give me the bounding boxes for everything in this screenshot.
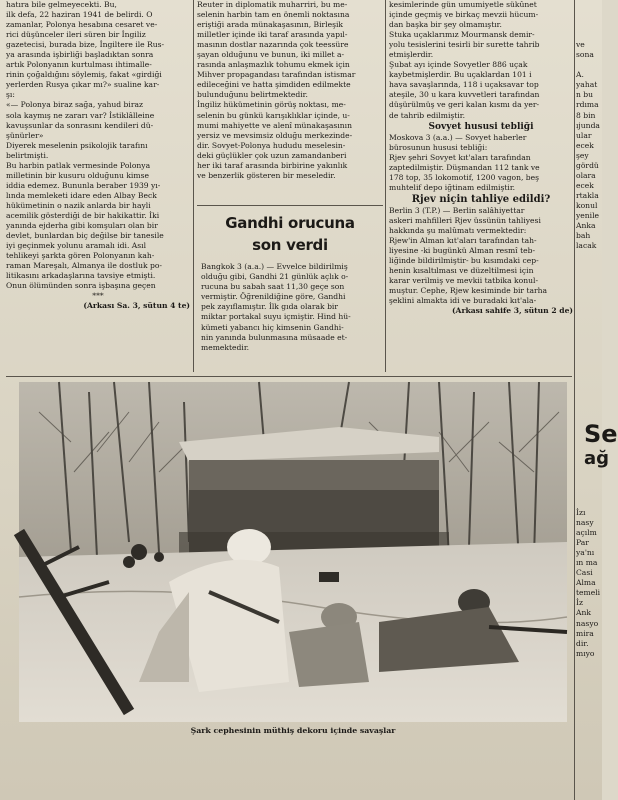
column4.lines-line: n bu (576, 90, 594, 100)
gandhi.lines-line: olduğu gibi, Gandhi 21 günlük açlık o- (201, 272, 349, 282)
column4.lines-line: 8 bin (576, 110, 596, 120)
column4.lines_bottom-line: Alma (576, 578, 596, 588)
column3.rjev_lines-line: liğinde bildirilmiştir- bu kısımdaki cep- (389, 256, 539, 266)
column3.lines_top-line: Şubat ayı içinde Sovyetler 886 uçak (389, 60, 528, 70)
column1.lines-line: iyi geçinmek yolunu aramalı idi. Asıl (6, 241, 147, 251)
column4.lines-line: ecek (576, 180, 594, 190)
column3.lines_top-line: de tahrib edilmiştir. (389, 110, 465, 120)
column3.lines_top-line: etmişlerdir. (389, 50, 434, 60)
column3.sovyet_lines-line: bürosunun hususi tebliği: (389, 142, 488, 152)
photo-top-rule (6, 376, 572, 377)
column4.lines-line: lacak (576, 241, 597, 251)
column2.lines-line: eriştiği arada münakaşasının, Birleşik (197, 20, 344, 30)
gandhi-divider (197, 205, 383, 206)
column4.lines-line (576, 0, 602, 10)
column2.lines-line: İngiliz hükümetinin görüş noktası, me- (197, 100, 346, 110)
column3.sovyet_lines-line: Rjev şehri Sovyet kıt'aları tarafından (389, 152, 531, 162)
column3.lines_top-line: içinde geçmiş ve birkaç mevzii hücum- (389, 10, 539, 20)
column4.lines-line: rdıma (576, 100, 599, 110)
column1.lines-line: Onun ölümünden sonra işbaşına geçen (6, 281, 156, 291)
column2.lines-line: şayan olduğunu ve bunun, iki millet a- (197, 50, 345, 60)
column1.lines-line: tehlikeyi şarkta gören Polonyanın kah- (6, 251, 155, 261)
gandhi.lines-line: Bangkok 3 (a.a.) — Evvelce bildirilmiş (201, 262, 348, 271)
column3.lines_top-line: düşürülmüş ve geri kalan kısmı da yer- (389, 100, 540, 110)
gandhi.lines-line: rucuna bu sabah saat 11,30 geçe son (201, 282, 345, 292)
column4.lines-line: konul (576, 200, 598, 210)
column1.lines-line: yanında ejderha gibi komşuları olan bir (6, 221, 158, 231)
column4.lines_bottom-line: ya'nı (576, 548, 595, 558)
column2.lines-line: yersiz ve mevsimsiz olduğu merkezinde- (197, 130, 353, 140)
column4.lines-line: olara (576, 170, 596, 180)
column1.lines-line: «— Polonya biraz sağa, yahud biraz (6, 100, 143, 110)
gandhi.lines-line: pek zayıflamıştır. İlk gıda olarak bir (201, 302, 338, 312)
column2.lines-line: selenin harbin tam en önemli noktasına (197, 10, 350, 20)
column1.lines-line: Diyerek meselenin psikolojik tarafını (6, 140, 148, 150)
column1.lines-line: belirtmişti. (6, 150, 49, 160)
gandhi.lines-line: miktar portakal suyu içmiştir. Hind hü- (201, 312, 351, 322)
column4.lines_bottom-line: temeli (576, 588, 601, 598)
column4.lines-line: ıjunda (576, 120, 600, 130)
continued-note: (Arkası Sa. 3, sütun 4 te) (83, 301, 190, 311)
column1.lines-line: artık Polonyanın kurtulması ihtimalle- (6, 60, 152, 70)
column3.rjev_lines-line: hakkında şu malûmatı vermektedir: (389, 225, 527, 235)
column4.lines_bottom-line: dir. (576, 638, 589, 648)
column4.lines-line: yenile (576, 210, 600, 220)
column3.rjev_lines-line: Berlin 3 (T.P.) — Berlin salâhiyettar (389, 205, 525, 215)
column1.lines-line: rinin çoğaldığını söylemiş, fakat «girdiği (6, 70, 162, 80)
column4.lines-line (576, 10, 602, 20)
section-stars: *** (92, 291, 104, 301)
column1.lines-line: zamanlar, Polonya hesabına cesaret ve- (6, 20, 158, 30)
winter-battle-scene (19, 382, 567, 722)
column1.lines-line: ilk defa, 22 haziran 1941 de belirdi. O (6, 10, 153, 20)
column4.lines_bottom-line: mıyo (576, 648, 595, 658)
column3.rjev_lines-line: askeri mahfilleri Rjev üssünün tahliyesi (389, 215, 541, 225)
column2.lines-line: her iki taraf arasında birbirine yakınlık (197, 160, 348, 170)
column4.lines-line: Anka (576, 221, 596, 231)
war-photograph (19, 382, 567, 722)
column3.lines_top-line: hava savaşlarında, 118 i uçaksavar top (389, 80, 539, 90)
column4.lines-line: ular (576, 130, 592, 140)
column2.lines-line: mumi mahiyette ve alenî münakaşasının (197, 120, 352, 130)
column2.lines-line: Mihver propagandası tarafından istismar (197, 70, 356, 80)
gandhi-headline-line2: son verdi (252, 236, 328, 254)
gandhi.lines-line: nin yanında bulunmasına müsaade et- (201, 332, 348, 342)
column3.rjev_lines-line: karar verilmiş ve mevkii tatbika konul- (389, 276, 539, 286)
column-4-partial-bottom (576, 508, 602, 659)
column3.rjev_lines-line: Rjew'in Alman kıt'aları tarafından tah- (389, 235, 537, 245)
column3.sovyet_lines-line: 178 top, 35 lokomotif, 1200 vagon, beş (389, 172, 540, 182)
column1.lines-line: iddia edemez. Bununla beraber 1939 yı- (6, 180, 161, 190)
column2.lines-line: dir. Sovyet-Polonya hududu meselesin- (197, 140, 346, 150)
column1.lines-line: lında memleketi idare eden Albay Beck (6, 190, 157, 200)
column3.lines_top-line: kaybetmişlerdir. Bu uçaklardan 101 i (389, 70, 532, 80)
column1.lines-line: hatıra bile gelmeyecekti. Bu, (6, 0, 117, 9)
column-rule-1 (193, 0, 194, 372)
gandhi-article-body (201, 262, 381, 353)
column4.lines-line: ecek (576, 140, 594, 150)
column-rule-2 (385, 0, 386, 372)
column1.lines-line: devlet, bunlardan biç değilse bir tanesile (6, 231, 164, 241)
column3.rjev_lines-line: henin kısaltılması ve düzeltilmesi için (389, 266, 534, 276)
column3.lines_top-line: kesimlerinde gün umumiyetle sükûnet (389, 0, 537, 9)
column4.lines-line: sona (576, 50, 594, 60)
column2.lines-line: selenin bu günkü karışıklıklar içinde, u- (197, 110, 350, 120)
column4.lines-line (576, 30, 602, 40)
column1.lines-line: hükümetinin o nazik anlarda bir hayli (6, 200, 151, 210)
column4.lines_bottom-line: Casi (576, 568, 593, 578)
column-2-article (197, 0, 383, 181)
gandhi-headline (200, 212, 380, 256)
right-headline-ag: ağ (584, 448, 610, 469)
gandhi.lines-line: kümeti yabancı hiç kimsenin Gandhi- (201, 322, 344, 332)
column4.lines_bottom-line: nasyo (576, 618, 599, 628)
column3.lines_top-line: dan başka bir şey olmamıştır. (389, 20, 502, 30)
column2.lines-line: masının dostlar nazarında çok teessüre (197, 40, 349, 50)
column2.lines-line: ve benzerlik gösteren bir meseledir. (197, 170, 336, 180)
column4.lines_bottom-line: Par (576, 538, 589, 548)
column4.lines_bottom-line: İzı (576, 508, 586, 517)
column4.lines_bottom-line: İz (576, 598, 584, 608)
column1.lines-line: Bu harbin patlak vermesinde Polonya (6, 160, 151, 170)
column3.sovyet_lines-line: Moskova 3 (a.a.) — Sovyet haberler (389, 132, 527, 142)
column1.lines-line: raman Mareşalı, Almanya ile dostluk po- (6, 261, 162, 271)
column4.lines_bottom-line: açılm (576, 528, 597, 538)
column1.lines-line: litikasını arkadaşlarına tavsiye etmişti. (6, 271, 156, 281)
column-rule-3 (574, 0, 575, 800)
photo-caption: Şark cephesinin müthiş dekoru içinde savaşlar (190, 726, 396, 735)
column3.lines_top-line: Stuka uçaklarımız Mourmansk demir- (389, 30, 535, 40)
column4.lines_bottom-line: Ank (576, 608, 591, 618)
column1.lines-line: acemilik gösterdiği de bir hakikattir. İki (6, 210, 160, 220)
column-3-article (389, 0, 573, 316)
column4.lines-line: bah (576, 231, 591, 241)
continued-note: (Arkası sahife 3, sütun 2 de) (451, 306, 573, 316)
column4.lines-line (576, 60, 602, 70)
column2.lines-line: Reuter in diplomatik muharriri, bu me- (197, 0, 348, 9)
right-headline-se: Se (584, 420, 618, 448)
sovyet-communique-heading: Sovyet hususi tebliği (428, 121, 534, 132)
gandhi.lines-line: vermiştir. Öğrenildiğine göre, Gandhi (201, 292, 346, 302)
column4.lines_bottom-line: nasy (576, 518, 594, 528)
column4.lines_bottom-line: mira (576, 628, 594, 638)
column1.lines-line: kavuşsunlar da sonrasını kendileri dü- (6, 120, 154, 130)
column3.sovyet_lines-line: zaptedilmiştir. Düşmandan 112 tank ve (389, 162, 540, 172)
column3.rjev_lines-line: liyesine -ki bugünkü Alman resmî teb- (389, 246, 536, 256)
column1.lines-line: ya arasında işbirliği başladıktan sonra (6, 50, 154, 60)
column3.sovyet_lines-line: muhtelif depo iğtinam edilmiştir. (389, 182, 516, 192)
column1.lines-line: rici düşünceler ileri süren bir İngiliz (6, 30, 146, 40)
column2.lines-line: edileceğini ve hatta şimdiden edilmekte (197, 80, 351, 90)
column-1-article (6, 0, 190, 311)
column2.lines-line: bulunduğunu belirtmektedir. (197, 90, 308, 100)
column3.rjev_lines-line: şeklini almakta idi ve buradaki kıt'ala- (389, 296, 537, 306)
column4.lines_bottom-line: ın ma (576, 558, 598, 568)
column4.lines-line (576, 20, 602, 30)
column1.lines-line: şı: (6, 90, 15, 100)
gandhi.lines-line: memektedir. (201, 342, 250, 352)
column-4-partial (576, 0, 602, 251)
column2.lines-line: rasında anlaşmazlık tohumu ekmek için (197, 60, 350, 70)
column4.lines-line: gördü (576, 160, 599, 170)
column1.lines-line: milletinin bir kusuru olduğunu kimse (6, 170, 149, 180)
column4.lines-line: ve (576, 40, 585, 50)
gandhi-headline-line1: Gandhi orucuna (225, 214, 355, 232)
column4.lines-line: rtakla (576, 190, 599, 200)
column1.lines-line: sola kaymış ne zararı var? İstiklâlleine (6, 110, 155, 120)
column1.lines-line: gazetecisi, burada bize, İngiltere ile Rus- (6, 40, 165, 50)
column4.lines-line: şey (576, 150, 589, 160)
column1.lines-line: yerlerden Rusya çıkar mı?» sualine kar- (6, 80, 160, 90)
rjev-heading: Rjev niçin tahliye edildi? (411, 193, 551, 205)
column2.lines-line: deki güçlükler çok uzun zamandanberi (197, 150, 347, 160)
column2.lines-line: milletler içinde iki taraf arasında yapıl- (197, 30, 348, 40)
column3.lines_top-line: ateşile, 30 u kara kuvvetleri tarafından (389, 90, 540, 100)
column3.lines_top-line: yolu tesislerini tesirli bir surette tahrib (389, 40, 540, 50)
column3.rjev_lines-line: muştur. Cephe, Rjew kesiminde bir tarha (389, 286, 548, 296)
column4.lines-line: yahat (576, 80, 598, 90)
column1.lines-line: şünürler» (6, 130, 44, 140)
column4.lines-line: A. (576, 70, 584, 80)
